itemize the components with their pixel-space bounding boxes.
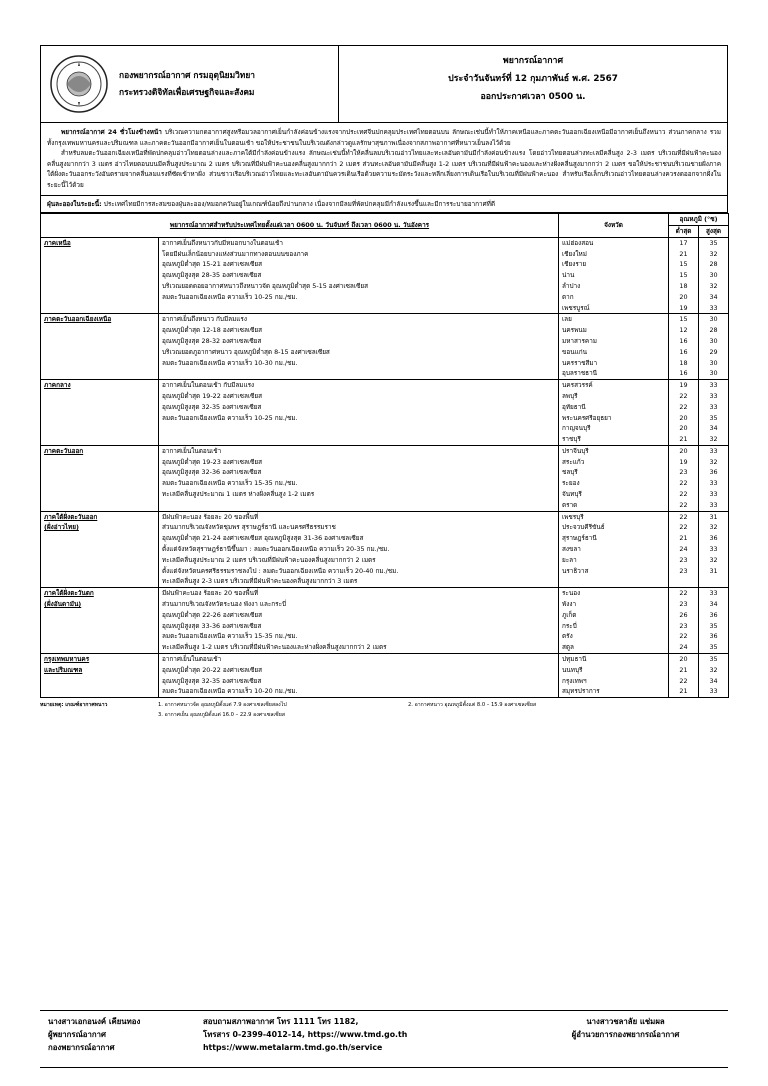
province-name: ระยอง <box>562 479 580 488</box>
max-temperature: 33 <box>709 391 718 400</box>
min-temperature: 26 <box>679 610 688 619</box>
province-name: ปราจีนบุรี <box>562 446 589 455</box>
province-name: ราชบุรี <box>562 435 581 444</box>
description-line: อุณหภูมิต่ำสุด 19-23 องศาเซลเซียส <box>162 457 263 466</box>
region-description <box>159 588 559 654</box>
region-description <box>159 314 559 380</box>
min-temperature: 15 <box>679 271 688 280</box>
min-temperature: 22 <box>679 632 688 641</box>
min-temperature: 17 <box>679 238 688 247</box>
region-provinces <box>559 654 669 698</box>
max-temperature: 33 <box>709 381 718 390</box>
description-line: อุณหภูมิสูงสุด 32-36 องศาเซลเซียส <box>162 468 262 477</box>
description-line: ลมตะวันออกเฉียงเหนือ ความเร็ว 15-35 กม./ชม. <box>162 632 298 641</box>
description-line: ลมตะวันออกเฉียงเหนือ ความเร็ว 10-20 กม./ชม. <box>162 687 298 696</box>
max-temperature: 34 <box>709 600 718 609</box>
region-provinces <box>559 511 669 588</box>
province-name: เพชรบุรี <box>562 512 584 521</box>
description-line: อุณหภูมิต่ำสุด 20-22 องศาเซลเซียส <box>162 665 263 674</box>
province-name: สระแก้ว <box>562 457 585 466</box>
header-organization <box>41 46 339 122</box>
province-name: ตราด <box>562 500 578 509</box>
summary-paragraph-2: สำหรับลมตะวันออกเฉียงเหนือที่พัดปกคลุมอ่าวไทยตอนล่างและภาคใต้มีกำลังค่อนข้างแรง ลักษณะเช่นนี้ทำให้คลื่นลมบริเวณอ่าวไทยและทะเลอันดามันมีกำลังค่อนข้างแรง โดยอ่าวไทยตอนล่างทะเลมีคลื่นสูง 2-3 เมตร บริเวณที่มีฝนฟ้าคะนองคลื่นสูงมากกว่า 3 เมตร อ่าวไทยตอนบนมีคลื่นสูงประมาณ 2 เมตร บริเวณที่มีฝนฟ้าคะนองคลื่นสูงมากกว่า 2 เมตร ส่วนทะเลอันดามันมีคลื่นสูง 1-2 เมตร บริเวณที่มีฝนฟ้าคะนองและห่างฝั่งคลื่นสูงมากกว่า 2 เมตร ขอให้ประชาชนบริเวณชายฝั่งภาคใต้ฝั่งตะวันออกระวังอันตรายจากคลื่นลมแรงที่ซัดเข้าหาฝั่ง ส่วนชาวเรือบริเวณอ่าวไทยและทะเลอันดามันควรเดินเรือด้วยความระมัดระวังและหลีกเลี่ยงการเดินเรือในบริเวณที่มีฝนฟ้าคะนอง สำหรับเรือเล็กบริเวณอ่าวไทยตอนล่างควรงดออกจากฝั่งในระยะนี้ไว้ด้วย <box>47 149 721 189</box>
min-temperature: 22 <box>679 402 688 411</box>
max-temperature: 33 <box>709 589 718 598</box>
note-2: 2. อากาศหนาว อุณหภูมิตั้งแต่ 8.0 – 15.9 องศาเซลเซียส <box>408 702 537 709</box>
description-line: อุณหภูมิต่ำสุด 22-26 องศาเซลเซียส <box>162 610 263 619</box>
forecaster-signature-block <box>40 1015 203 1067</box>
min-temperature: 23 <box>679 600 688 609</box>
region-row <box>41 314 729 380</box>
max-temperature: 33 <box>709 479 718 488</box>
province-name: เลย <box>562 315 572 324</box>
summary-lead: พยากรณ์อากาศ 24 ชั่วโมงข้างหน้า <box>61 128 162 136</box>
min-temperature: 20 <box>679 424 688 433</box>
description-line: อุณหภูมิต่ำสุด 15-21 องศาเซลเซียส <box>162 260 263 269</box>
max-temperature: 32 <box>709 665 718 674</box>
min-temperature: 22 <box>679 490 688 499</box>
region-row <box>41 445 729 511</box>
description-line: มีฝนฟ้าคะนอง ร้อยละ 20 ของพื้นที่ <box>162 589 259 598</box>
region-name-line: ภาคเหนือ <box>44 238 71 247</box>
province-name: น่าน <box>562 271 575 280</box>
region-row <box>41 237 729 314</box>
max-temperature: 33 <box>709 490 718 499</box>
table-header-min: ต่ำสุด <box>669 225 699 237</box>
max-temperature: 28 <box>709 326 718 335</box>
province-name: ลำปาง <box>562 281 581 290</box>
description-line: ลมตะวันออกเฉียงเหนือ ความเร็ว 10-25 กม./ชม. <box>162 292 298 301</box>
region-max-temps <box>699 237 729 314</box>
director-signature-block <box>523 1015 728 1067</box>
province-name: สุราษฎร์ธานี <box>562 534 597 543</box>
forecaster-role: ผู้พยากรณ์อากาศ <box>48 1030 106 1039</box>
province-name: เชียงใหม่ <box>562 249 587 258</box>
contact-fax-website[interactable]: โทรสาร 0-2399-4012-14, https://www.tmd.go.th <box>203 1030 408 1039</box>
province-name: ลพบุรี <box>562 391 578 400</box>
province-name: แม่ฮ่องสอน <box>562 238 594 247</box>
description-line: อากาศเย็นถึงหนาวกับมีหมอกบางในตอนเช้า <box>162 238 283 247</box>
min-temperature: 16 <box>679 347 688 356</box>
min-temperature: 22 <box>679 479 688 488</box>
description-line: อุณหภูมิสูงสุด 33-36 องศาเซลเซียส <box>162 621 262 630</box>
summary-paragraph-1 <box>47 127 721 148</box>
description-line: ทะเลมีคลื่นสูงประมาณ 1 เมตร ห่างฝั่งคลื่นสูง 1-2 เมตร <box>162 490 315 499</box>
province-name: อุบลราชธานี <box>562 369 598 378</box>
region-min-temps <box>669 237 699 314</box>
max-temperature: 35 <box>709 643 718 652</box>
forecast-document <box>40 45 728 720</box>
region-description <box>159 237 559 314</box>
province-name: ยะลา <box>562 555 577 564</box>
header-title-block <box>339 46 727 122</box>
min-temperature: 19 <box>679 457 688 466</box>
province-name: สงขลา <box>562 545 581 554</box>
description-line: ทะเลมีคลื่นสูง 1-2 เมตร บริเวณที่มีฝนฟ้าคะนองและห่างฝั่งคลื่นสูงมากกว่า 2 เมตร <box>162 643 387 652</box>
regional-forecast-table <box>40 213 729 698</box>
description-line: ลมตะวันออกเฉียงเหนือ ความเร็ว 10-25 กม./ชม. <box>162 413 298 422</box>
region-name-line: และปริมณฑล <box>44 665 83 674</box>
region-name-line: ภาคตะวันออกเฉียงเหนือ <box>44 315 112 324</box>
note-3: 3. อากาศเย็น อุณหภูมิตั้งแต่ 16.0 – 22.9 องศาเซลเซียส <box>158 712 285 719</box>
province-name: อุทัยธานี <box>562 402 586 411</box>
region-max-temps <box>699 588 729 654</box>
province-name: กรุงเทพฯ <box>562 676 587 685</box>
region-provinces <box>559 380 669 446</box>
region-provinces <box>559 237 669 314</box>
min-temperature: 22 <box>679 391 688 400</box>
min-temperature: 21 <box>679 665 688 674</box>
min-temperature: 21 <box>679 249 688 258</box>
province-name: มหาสารคาม <box>562 336 598 345</box>
max-temperature: 32 <box>709 249 718 258</box>
max-temperature: 31 <box>709 512 718 521</box>
min-temperature: 21 <box>679 534 688 543</box>
min-temperature: 23 <box>679 566 688 575</box>
min-temperature: 20 <box>679 413 688 422</box>
description-line: โดยมีฝนเล็กน้อยบางแห่งส่วนมากทางตอนบนของภาค <box>162 249 309 258</box>
issue-time: ออกประกาศเวลา 0500 น. <box>480 92 586 102</box>
min-temperature: 23 <box>679 468 688 477</box>
org-line-2: กระทรวงดิจิทัลเพื่อเศรษฐกิจและสังคม <box>119 87 255 97</box>
region-description <box>159 654 559 698</box>
description-line: ทะเลมีคลื่นสูงประมาณ 2 เมตร บริเวณที่มีฝนฟ้าคะนองคลื่นสูงมากกว่า 2 เมตร <box>162 555 376 564</box>
contact-service-link[interactable]: https://www.metalarm.tmd.go.th/service <box>203 1043 383 1052</box>
max-temperature: 32 <box>709 555 718 564</box>
region-max-temps <box>699 445 729 511</box>
province-name: ระนอง <box>562 589 581 598</box>
max-temperature: 30 <box>709 315 718 324</box>
min-temperature: 19 <box>679 381 688 390</box>
max-temperature: 34 <box>709 292 718 301</box>
min-temperature: 15 <box>679 260 688 269</box>
province-name: พระนครศรีอยุธยา <box>562 413 612 422</box>
dust-section <box>40 196 728 214</box>
max-temperature: 36 <box>709 468 718 477</box>
department-seal-icon <box>49 54 109 114</box>
min-temperature: 22 <box>679 523 688 532</box>
dust-text: ประเทศไทยมีการสะสมของฝุ่นละออง/หมอกควันอยู่ในเกณฑ์น้อยถึงปานกลาง เนื่องจากมีลมที่พัดปกคลุมมีกำลังแรงขึ้นและมีการระบายอากาศที่ดี <box>103 199 496 208</box>
region-row <box>41 380 729 446</box>
min-temperature: 22 <box>679 512 688 521</box>
description-line: อุณหภูมิสูงสุด 32-35 องศาเซลเซียส <box>162 402 262 411</box>
region-description <box>159 511 559 588</box>
max-temperature: 28 <box>709 260 718 269</box>
province-name: จันทบุรี <box>562 490 582 499</box>
description-line: บริเวณยอดภูอากาศหนาว อุณหภูมิต่ำสุด 8-15 องศาเซลเซียส <box>162 347 330 356</box>
min-temperature: 12 <box>679 326 688 335</box>
document-date: ประจำวันจันทร์ที่ 12 กุมภาพันธ์ พ.ศ. 2567 <box>448 74 618 84</box>
table-header-province: จังหวัด <box>559 214 669 238</box>
min-temperature: 20 <box>679 655 688 664</box>
min-temperature: 24 <box>679 545 688 554</box>
document-footer <box>40 1010 728 1068</box>
province-name: นนทบุรี <box>562 665 583 674</box>
province-name: นครพนม <box>562 326 587 335</box>
region-row <box>41 511 729 588</box>
max-temperature: 32 <box>709 281 718 290</box>
max-temperature: 35 <box>709 621 718 630</box>
province-name: สมุทรปราการ <box>562 687 600 696</box>
region-name <box>41 654 159 698</box>
notes-section <box>40 700 728 720</box>
description-line: ลมตะวันออกเฉียงเหนือ ความเร็ว 15-35 กม./ชม. <box>162 479 298 488</box>
region-max-temps <box>699 511 729 588</box>
min-temperature: 16 <box>679 369 688 378</box>
region-min-temps <box>669 445 699 511</box>
province-name: ปทุมธานี <box>562 655 587 664</box>
document-title: พยากรณ์อากาศ <box>502 56 564 66</box>
forecaster-name: นางสาวเอกอนงค์ เคียนทอง <box>48 1017 141 1026</box>
forecast-summary <box>40 123 728 196</box>
max-temperature: 36 <box>709 610 718 619</box>
max-temperature: 29 <box>709 347 718 356</box>
description-line: อากาศเย็นในตอนเช้า กับมีลมแรง <box>162 381 255 390</box>
region-min-temps <box>669 314 699 380</box>
min-temperature: 22 <box>679 676 688 685</box>
max-temperature: 35 <box>709 655 718 664</box>
region-description <box>159 380 559 446</box>
region-description <box>159 445 559 511</box>
description-line: อุณหภูมิสูงสุด 32-35 องศาเซลเซียส <box>162 676 262 685</box>
province-name: ประจวบคีรีขันธ์ <box>562 523 605 532</box>
max-temperature: 31 <box>709 566 718 575</box>
region-name <box>41 588 159 654</box>
province-name: ตาก <box>562 292 574 301</box>
document-header <box>40 45 728 123</box>
min-temperature: 22 <box>679 589 688 598</box>
max-temperature: 33 <box>709 446 718 455</box>
min-temperature: 18 <box>679 358 688 367</box>
max-temperature: 30 <box>709 369 718 378</box>
province-name: ภูเก็ต <box>562 610 577 619</box>
min-temperature: 24 <box>679 643 688 652</box>
region-min-temps <box>669 511 699 588</box>
max-temperature: 35 <box>709 413 718 422</box>
org-line-1: กองพยากรณ์อากาศ กรมอุตุนิยมวิทยา <box>119 70 255 80</box>
province-name: เชียงราย <box>562 260 587 269</box>
contact-phone: สอบถามสภาพอากาศ โทร 1111 โทร 1182, <box>203 1017 359 1026</box>
description-line: บริเวณยอดดอยอากาศหนาวถึงหนาวจัด อุณหภูมิต่ำสุด 5-15 องศาเซลเซียส <box>162 281 368 290</box>
max-temperature: 30 <box>709 358 718 367</box>
region-max-temps <box>699 380 729 446</box>
min-temperature: 21 <box>679 687 688 696</box>
description-line: ตั้งแต่จังหวัดสุราษฎร์ธานีขึ้นมา : ลมตะวันออกเฉียงเหนือ ความเร็ว 20-35 กม./ชม. <box>162 545 390 554</box>
region-provinces <box>559 588 669 654</box>
director-name: นางสาวชลาลัย แช่มผล <box>586 1017 665 1026</box>
max-temperature: 33 <box>709 500 718 509</box>
max-temperature: 36 <box>709 632 718 641</box>
region-name-line: กรุงเทพมหานคร <box>44 655 90 664</box>
max-temperature: 34 <box>709 676 718 685</box>
min-temperature: 20 <box>679 292 688 301</box>
max-temperature: 33 <box>709 687 718 696</box>
min-temperature: 23 <box>679 555 688 564</box>
max-temperature: 33 <box>709 402 718 411</box>
min-temperature: 22 <box>679 500 688 509</box>
province-name: ขอนแก่น <box>562 347 587 356</box>
max-temperature: 35 <box>709 238 718 247</box>
province-name: สตูล <box>562 643 574 652</box>
region-name <box>41 380 159 446</box>
region-provinces <box>559 445 669 511</box>
max-temperature: 32 <box>709 457 718 466</box>
province-name: นครสวรรค์ <box>562 381 593 390</box>
region-name-line: ภาคตะวันออก <box>44 446 84 455</box>
min-temperature: 19 <box>679 303 688 312</box>
max-temperature: 33 <box>709 303 718 312</box>
region-max-temps <box>699 314 729 380</box>
description-line: ส่วนมากบริเวณจังหวัดระนอง พังงา และกระบี่ <box>162 600 287 609</box>
description-line: ทะเลมีคลื่นสูง 2-3 เมตร บริเวณที่มีฝนฟ้าคะนองคลื่นสูงมากกว่า 3 เมตร <box>162 577 358 586</box>
province-name: กระบี่ <box>562 621 577 630</box>
min-temperature: 16 <box>679 336 688 345</box>
region-min-temps <box>669 380 699 446</box>
description-line: ลมตะวันออกเฉียงเหนือ ความเร็ว 10-30 กม./ชม. <box>162 358 298 367</box>
min-temperature: 18 <box>679 281 688 290</box>
max-temperature: 30 <box>709 336 718 345</box>
region-max-temps <box>699 654 729 698</box>
table-header-max: สูงสุด <box>699 225 729 237</box>
province-name: ชลบุรี <box>562 468 578 477</box>
province-name: นราธิวาส <box>562 566 589 575</box>
province-name: นครราชสีมา <box>562 358 598 367</box>
max-temperature: 34 <box>709 424 718 433</box>
min-temperature: 20 <box>679 446 688 455</box>
description-line: ส่วนมากบริเวณจังหวัดชุมพร สุราษฎร์ธานี และนครศรีธรรมราช <box>162 523 336 532</box>
max-temperature: 33 <box>709 545 718 554</box>
region-name-line: (ฝั่งอ่าวไทย) <box>44 523 79 532</box>
province-name: กาญจนบุรี <box>562 424 591 433</box>
notes-label: หมายเหตุ: เกณฑ์อากาศหนาว <box>40 702 108 709</box>
dust-label: ฝุ่นละอองในระยะนี้: <box>47 199 102 208</box>
region-name-line: ภาคกลาง <box>44 381 71 390</box>
description-line: อุณหภูมิต่ำสุด 12-18 องศาเซลเซียส <box>162 326 263 335</box>
region-min-temps <box>669 654 699 698</box>
max-temperature: 32 <box>709 435 718 444</box>
description-line: อุณหภูมิต่ำสุด 21-24 องศาเซลเซียส อุณหภูมิสูงสุด 31-36 องศาเซลเซียส <box>162 534 364 543</box>
forecaster-org: กองพยากรณ์อากาศ <box>48 1043 115 1052</box>
contact-block <box>203 1015 523 1067</box>
summary-text-1: บริเวณความกดอากาศสูงหรือมวลอากาศเย็นกำลังค่อนข้างแรงจากประเทศจีนปกคลุมประเทศไทยตอนบน ลักษณะเช่นนี้ทำให้ภาคเหนือและภาคตะวันออกเฉียงเหนือมีอากาศเย็นถึงหนาว ส่วนภาคกลาง รวมทั้งกรุงเทพมหานครและปริมณฑล และภาคตะวันออกมีอากาศเย็นในตอนเช้า ขอให้ประชาชนในบริเวณดังกล่าวดูแลรักษาสุขภาพเนื่องจากสภาพอากาศที่หนาวเย็นลงไว้ด้วย <box>47 128 721 147</box>
region-min-temps <box>669 588 699 654</box>
description-line: อากาศเย็นในตอนเช้า <box>162 446 222 455</box>
min-temperature: 23 <box>679 621 688 630</box>
max-temperature: 30 <box>709 271 718 280</box>
region-name-line: (ฝั่งอันดามัน) <box>44 600 82 609</box>
region-name <box>41 445 159 511</box>
min-temperature: 21 <box>679 435 688 444</box>
region-name-line: ภาคใต้ฝั่งตะวันออก <box>44 512 98 521</box>
description-line: อุณหภูมิต่ำสุด 19-22 องศาเซลเซียส <box>162 391 263 400</box>
description-line: ตั้งแต่จังหวัดนครศรีธรรมราชลงไป : ลมตะวันออกเฉียงเหนือ ความเร็ว 20-40 กม./ชม. <box>162 566 399 575</box>
description-line: อุณหภูมิสูงสุด 28-32 องศาเซลเซียส <box>162 336 262 345</box>
director-role: ผู้อำนวยการกองพยากรณ์อากาศ <box>571 1030 680 1039</box>
min-temperature: 15 <box>679 315 688 324</box>
description-line: มีฝนฟ้าคะนอง ร้อยละ 20 ของพื้นที่ <box>162 512 259 521</box>
region-provinces <box>559 314 669 380</box>
province-name: พังงา <box>562 600 577 609</box>
description-line: อากาศเย็นถึงหนาว กับมีลมแรง <box>162 315 247 324</box>
note-1: 1. อากาศหนาวจัด อุณหภูมิตั้งแต่ 7.9 องศาเซลเซียสลงไป <box>158 702 287 709</box>
region-row <box>41 588 729 654</box>
province-name: เพชรบูรณ์ <box>562 303 590 312</box>
description-line: อากาศเย็นในตอนเช้า <box>162 655 222 664</box>
description-line: อุณหภูมิสูงสุด 28-35 องศาเซลเซียส <box>162 271 262 280</box>
max-temperature: 36 <box>709 534 718 543</box>
max-temperature: 32 <box>709 523 718 532</box>
province-name: ตรัง <box>562 632 573 641</box>
region-name <box>41 511 159 588</box>
region-row <box>41 654 729 698</box>
table-header-forecast: พยากรณ์อากาศสำหรับประเทศไทยตั้งแต่เวลา 0600 น. วันจันทร์ ถึงเวลา 0600 น. วันอังคาร <box>41 214 559 238</box>
region-name <box>41 237 159 314</box>
region-name <box>41 314 159 380</box>
table-header-temperature: อุณหภูมิ (°ซ) <box>669 214 729 226</box>
region-name-line: ภาคใต้ฝั่งตะวันตก <box>44 589 94 598</box>
